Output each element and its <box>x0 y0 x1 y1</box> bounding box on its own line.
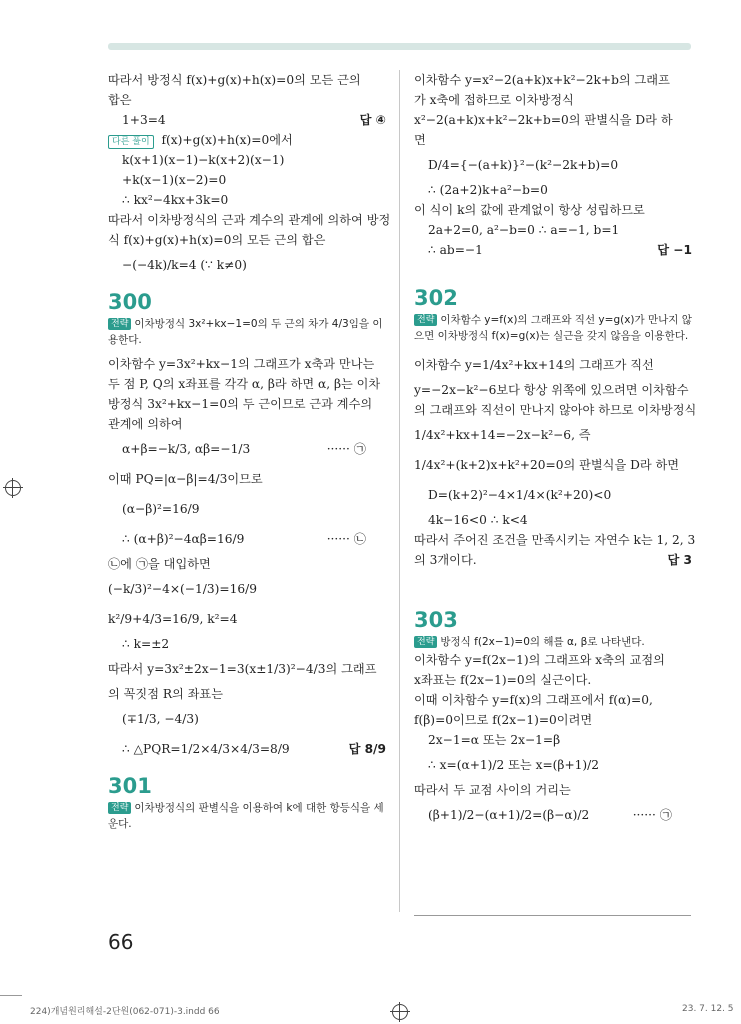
equation: ∴ (α+β)²−4αβ=16/9 <box>122 532 245 546</box>
text-line: +k(x−1)(x−2)=0 <box>122 173 227 187</box>
text-line: 방정식 3x²+kx−1=0의 두 근이므로 근과 계수의 <box>108 397 373 411</box>
text-line: ∴ k=±2 <box>122 637 170 651</box>
equation-mark: ······ ㉠ <box>632 808 672 822</box>
text-line: 식 f(x)+g(x)+h(x)=0의 모든 근의 합은 <box>108 233 326 247</box>
text-line: D/4={−(a+k)}²−(k²−2k+b)=0 <box>428 158 619 172</box>
problem-number-301: 301 <box>108 774 152 798</box>
text-line: (−k/3)²−4×(−1/3)=16/9 <box>108 582 257 596</box>
text-line: 따라서 두 교점 사이의 거리는 <box>414 783 571 797</box>
text-line: 이차함수 y=3x²+kx−1의 그래프가 x축과 만나는 <box>108 357 375 371</box>
right-column <box>414 70 697 830</box>
column-bottom-rule <box>414 915 691 916</box>
text-line: 의 그래프와 직선이 만나지 않아야 하므로 이차방정식 <box>414 403 697 417</box>
text-line: ∴ x=(α+1)/2 또는 x=(β+1)/2 <box>428 758 600 772</box>
text-line: y=−2x−k²−6보다 항상 위쪽에 있으려면 이차함수 <box>414 383 689 397</box>
text-line: (α−β)²=16/9 <box>122 502 200 516</box>
strategy-tag: 전략 <box>108 318 131 330</box>
registration-mark-icon <box>392 1004 408 1020</box>
column-divider <box>399 70 400 912</box>
answer: 답 ④ <box>359 113 386 127</box>
text-line: k²/9+4/3=16/9, k²=4 <box>108 612 238 626</box>
strategy-tag: 전략 <box>108 802 131 814</box>
registration-mark-icon <box>5 480 21 496</box>
strategy-note <box>108 316 386 348</box>
text-line: f(β)=0이므로 f(2x−1)=0이려면 <box>414 713 593 727</box>
text-line <box>108 434 386 464</box>
text-line: 가 x축에 접하므로 이차방정식 <box>414 93 574 107</box>
text-line <box>108 524 386 554</box>
left-column <box>108 70 391 832</box>
page-number: 66 <box>108 930 134 954</box>
text-line: x좌표는 f(2x−1)=0의 실근이다. <box>414 673 592 687</box>
text-line: 따라서 방정식 f(x)+g(x)+h(x)=0의 모든 근의 <box>108 73 361 87</box>
text-line <box>108 130 386 150</box>
strategy-note <box>108 800 386 832</box>
equation: α+β=−k/3, αβ=−1/3 <box>122 442 251 456</box>
alt-solution-label: 다른 풀이 <box>108 135 154 149</box>
text-line: ∴ kx²−4kx+3k=0 <box>122 193 229 207</box>
text-line <box>414 550 692 570</box>
text-line: ∴ (2a+2)k+a²−b=0 <box>428 183 548 197</box>
equation-mark: ······ ㉠ <box>326 442 366 456</box>
text-line: 2a+2=0, a²−b=0 ∴ a=−1, b=1 <box>428 223 620 237</box>
text-line: 따라서 주어진 조건을 만족시키는 자연수 k는 1, 2, 3 <box>414 533 696 547</box>
text-line: 1/4x²+(k+2)x+k²+20=0의 판별식을 D라 하면 <box>414 458 680 472</box>
text-line: −(−4k)/k=4 (∵ k≠0) <box>122 258 247 272</box>
text-line <box>414 240 692 260</box>
equation: (β+1)/2−(α+1)/2=(β−α)/2 <box>428 808 590 822</box>
text-line: 이때 이차함수 y=f(x)의 그래프에서 f(α)=0, <box>414 693 653 707</box>
text-line: 두 점 P, Q의 x좌표를 각각 α, β라 하면 α, β는 이차 <box>108 377 381 391</box>
text-line: 의 꼭짓점 R의 좌표는 <box>108 687 223 701</box>
text-line: 1/4x²+kx+14=−2x−k²−6, 즉 <box>414 428 591 442</box>
text-line <box>108 734 386 764</box>
text-line: 따라서 이차방정식의 근과 계수의 관계에 의하여 방정 <box>108 213 391 227</box>
text-line: 따라서 y=3x²±2x−1=3(x±1/3)²−4/3의 그래프 <box>108 662 377 676</box>
equation: ∴ △PQR=1/2×4/3×4/3=8/9 <box>122 742 290 756</box>
result: 1+3=4 <box>122 113 166 127</box>
strategy-text: 방정식 f(2x−1)=0의 해를 α, β로 나타낸다. <box>440 636 645 648</box>
equation: f(x)+g(x)+h(x)=0에서 <box>161 133 293 147</box>
text-line: 이 식이 k의 값에 관계없이 항상 성립하므로 <box>414 203 645 217</box>
strategy-note <box>414 312 692 344</box>
text-line: ㉡에 ㉠을 대입하면 <box>108 557 211 571</box>
top-decorative-bar <box>108 43 691 50</box>
text-line: D=(k+2)²−4×1/4×(k²+20)<0 <box>428 488 612 502</box>
text-line: 2x−1=α 또는 2x−1=β <box>428 733 561 747</box>
strategy-text: 이차함수 y=f(x)의 그래프와 직선 y=g(x)가 만나지 않으면 이차방정식 f(x)=g(x)는 실근을 갖지 않음을 이용한다. <box>414 314 692 342</box>
strategy-tag: 전략 <box>414 636 437 648</box>
text-line: 4k−16<0 ∴ k<4 <box>428 513 528 527</box>
answer: 답 8/9 <box>348 742 386 756</box>
strategy-text: 이차방정식의 판별식을 이용하여 k에 대한 항등식을 세운다. <box>108 802 384 830</box>
text-line: 이차함수 y=f(2x−1)의 그래프와 x축의 교점의 <box>414 653 665 667</box>
strategy-note <box>414 634 692 650</box>
text-line <box>108 110 386 130</box>
footer-date: 23. 7. 12. 5 <box>682 1004 734 1014</box>
problem-number-300: 300 <box>108 290 152 314</box>
text: 의 3개이다. <box>414 553 477 567</box>
equation-mark: ······ ㉡ <box>326 532 366 546</box>
strategy-tag: 전략 <box>414 314 437 326</box>
text-line: 면 <box>414 133 426 147</box>
equation: ∴ ab=−1 <box>428 243 483 257</box>
text-line: x²−2(a+k)x+k²−2k+b=0의 판별식을 D라 하 <box>414 113 673 127</box>
text-line: 이때 PQ=|α−β|=4/3이므로 <box>108 472 263 486</box>
text-line: k(x+1)(x−1)−k(x+2)(x−1) <box>122 153 285 167</box>
text-line: 관계에 의하여 <box>108 417 183 431</box>
answer: 답 −1 <box>657 243 692 257</box>
footer-filename: 224)개념원리해설-2단원(062-071)-3.indd 66 <box>30 1007 220 1017</box>
problem-number-302: 302 <box>414 286 458 310</box>
text-line: 이차함수 y=1/4x²+kx+14의 그래프가 직선 <box>414 358 654 372</box>
footer-rule <box>0 995 22 996</box>
strategy-text: 이차방정식 3x²+kx−1=0의 두 근의 차가 4/3임을 이용한다. <box>108 318 383 346</box>
answer: 답 3 <box>667 553 692 567</box>
text-line: 이차함수 y=x²−2(a+k)x+k²−2k+b의 그래프 <box>414 73 670 87</box>
text-line: 합은 <box>108 93 132 107</box>
text-line: (∓1/3, −4/3) <box>122 712 199 726</box>
problem-number-303: 303 <box>414 608 458 632</box>
text-line <box>414 800 692 830</box>
